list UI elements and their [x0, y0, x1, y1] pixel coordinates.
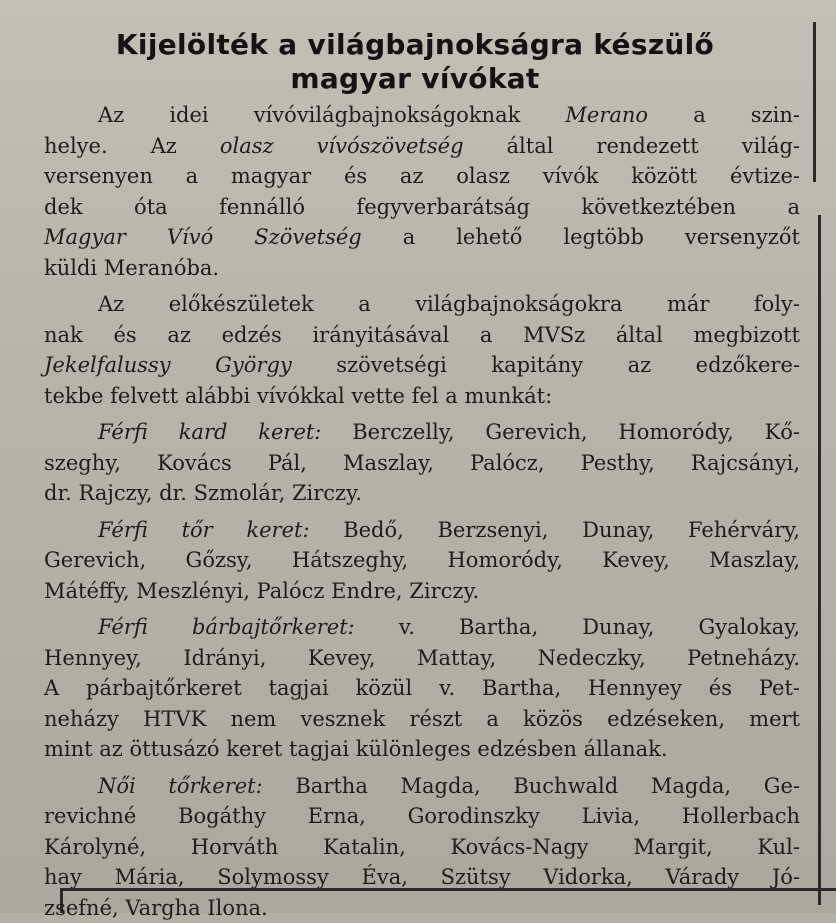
text-run: Az előkészületek a világbajnokságokra már foly- [98, 292, 800, 316]
text-run: által rendezett világ- [464, 134, 800, 158]
article-headline [30, 28, 800, 96]
text-run: Hennyey, Idrányi, Kevey, Mattay, Nedeczky, Petneházy. [44, 646, 800, 670]
text-line [44, 478, 800, 509]
text-line [44, 289, 800, 320]
text-line [44, 100, 800, 131]
text-line [44, 612, 800, 643]
text-run: dek óta fennálló fegyverbarátság következtében a [44, 195, 800, 219]
text-run: A párbajtőrkeret tagjai közül v. Bartha, Hennyey és Pet- [44, 676, 800, 700]
text-line [44, 192, 800, 223]
text-run: Berczelly, Gerevich, Homoródy, Kő- [321, 420, 800, 444]
text-line [44, 131, 800, 162]
italic-run: olasz vívószövetség [220, 134, 464, 158]
text-line [44, 515, 800, 546]
text-run: zsefné, Vargha Ilona. [44, 896, 268, 920]
column-rule-right [818, 215, 821, 905]
text-run: hay Mária, Solymossy Éva, Szütsy Vidorka, Várady Jó- [44, 865, 800, 889]
text-line [44, 253, 800, 284]
italic-run: Magyar Vívó Szövetség [44, 225, 362, 249]
text-run: dr. Rajczy, dr. Szmolár, Zirczy. [44, 481, 362, 505]
text-line [44, 643, 800, 674]
text-run: küldi Meranóba. [44, 256, 219, 280]
text-line [44, 832, 800, 863]
text-run: tekbe felvett alábbi vívókkal vette fel a munkát: [44, 384, 552, 408]
text-line [44, 801, 800, 832]
text-line [44, 893, 800, 923]
italic-run: Jekelfalussy György [44, 353, 292, 377]
text-run: Bedő, Berzsenyi, Dunay, Fehérváry, [310, 518, 800, 542]
text-line [44, 448, 800, 479]
text-run: a lehető legtöbb versenyzőt [362, 225, 800, 249]
text-run: Károlyné, Horváth Katalin, Kovács-Nagy Margit, Kul- [44, 835, 800, 859]
article-body [44, 100, 800, 923]
text-line [44, 381, 800, 412]
text-run: Bartha Magda, Buchwald Magda, Ge- [263, 774, 800, 798]
text-line [44, 545, 800, 576]
text-run: Mátéffy, Meszlényi, Palócz Endre, Zirczy. [44, 579, 479, 603]
headline-line-1: Kijelölték a világbajnokságra készülő [30, 28, 800, 62]
text-run: helye. Az [44, 134, 220, 158]
paragraph [44, 289, 800, 411]
italic-run: Férfi kard keret: [98, 420, 321, 444]
text-line [44, 417, 800, 448]
text-run: a szin- [648, 103, 800, 127]
text-run: nak és az edzés irányitásával a MVSz által megbizott [44, 323, 800, 347]
text-line [44, 222, 800, 253]
text-line [44, 673, 800, 704]
paragraph [44, 612, 800, 765]
italic-run: Merano [565, 103, 648, 127]
italic-run: Női tőrkeret: [98, 774, 263, 798]
text-run: neházy HTVK nem vesznek részt a közös edzéseken, mert [44, 707, 800, 731]
paragraph [44, 100, 800, 283]
text-line [44, 576, 800, 607]
italic-run: Férfi bárbajtőrkeret: [98, 615, 355, 639]
italic-run: Férfi tőr keret: [98, 518, 310, 542]
text-run: Az idei vívóvilágbajnokságoknak [98, 103, 565, 127]
paragraph [44, 515, 800, 607]
text-line [44, 161, 800, 192]
text-run: versenyen a magyar és az olasz vívók között évtize- [44, 164, 800, 188]
text-run: Gerevich, Gőzsy, Hátszeghy, Homoródy, Kevey, Maszlay, [44, 548, 800, 572]
text-run: v. Bartha, Dunay, Gyalokay, [355, 615, 800, 639]
text-run: mint az öttusázó keret tagjai különleges edzésben állanak. [44, 737, 668, 761]
text-run: revichné Bogáthy Erna, Gorodinszky Livia, Hollerbach [44, 804, 800, 828]
paragraph [44, 771, 800, 923]
text-run: szeghy, Kovács Pál, Maszlay, Palócz, Pesthy, Rajcsányi, [44, 451, 800, 475]
paragraph [44, 417, 800, 509]
text-line [44, 704, 800, 735]
text-line [44, 771, 800, 802]
headline-line-2: magyar vívókat [30, 62, 800, 96]
column-rule-top [813, 22, 816, 182]
text-run: szövetségi kapitány az edzőkere- [292, 353, 800, 377]
text-line [44, 320, 800, 351]
text-line [44, 862, 800, 893]
text-line [44, 350, 800, 381]
text-line [44, 734, 800, 765]
